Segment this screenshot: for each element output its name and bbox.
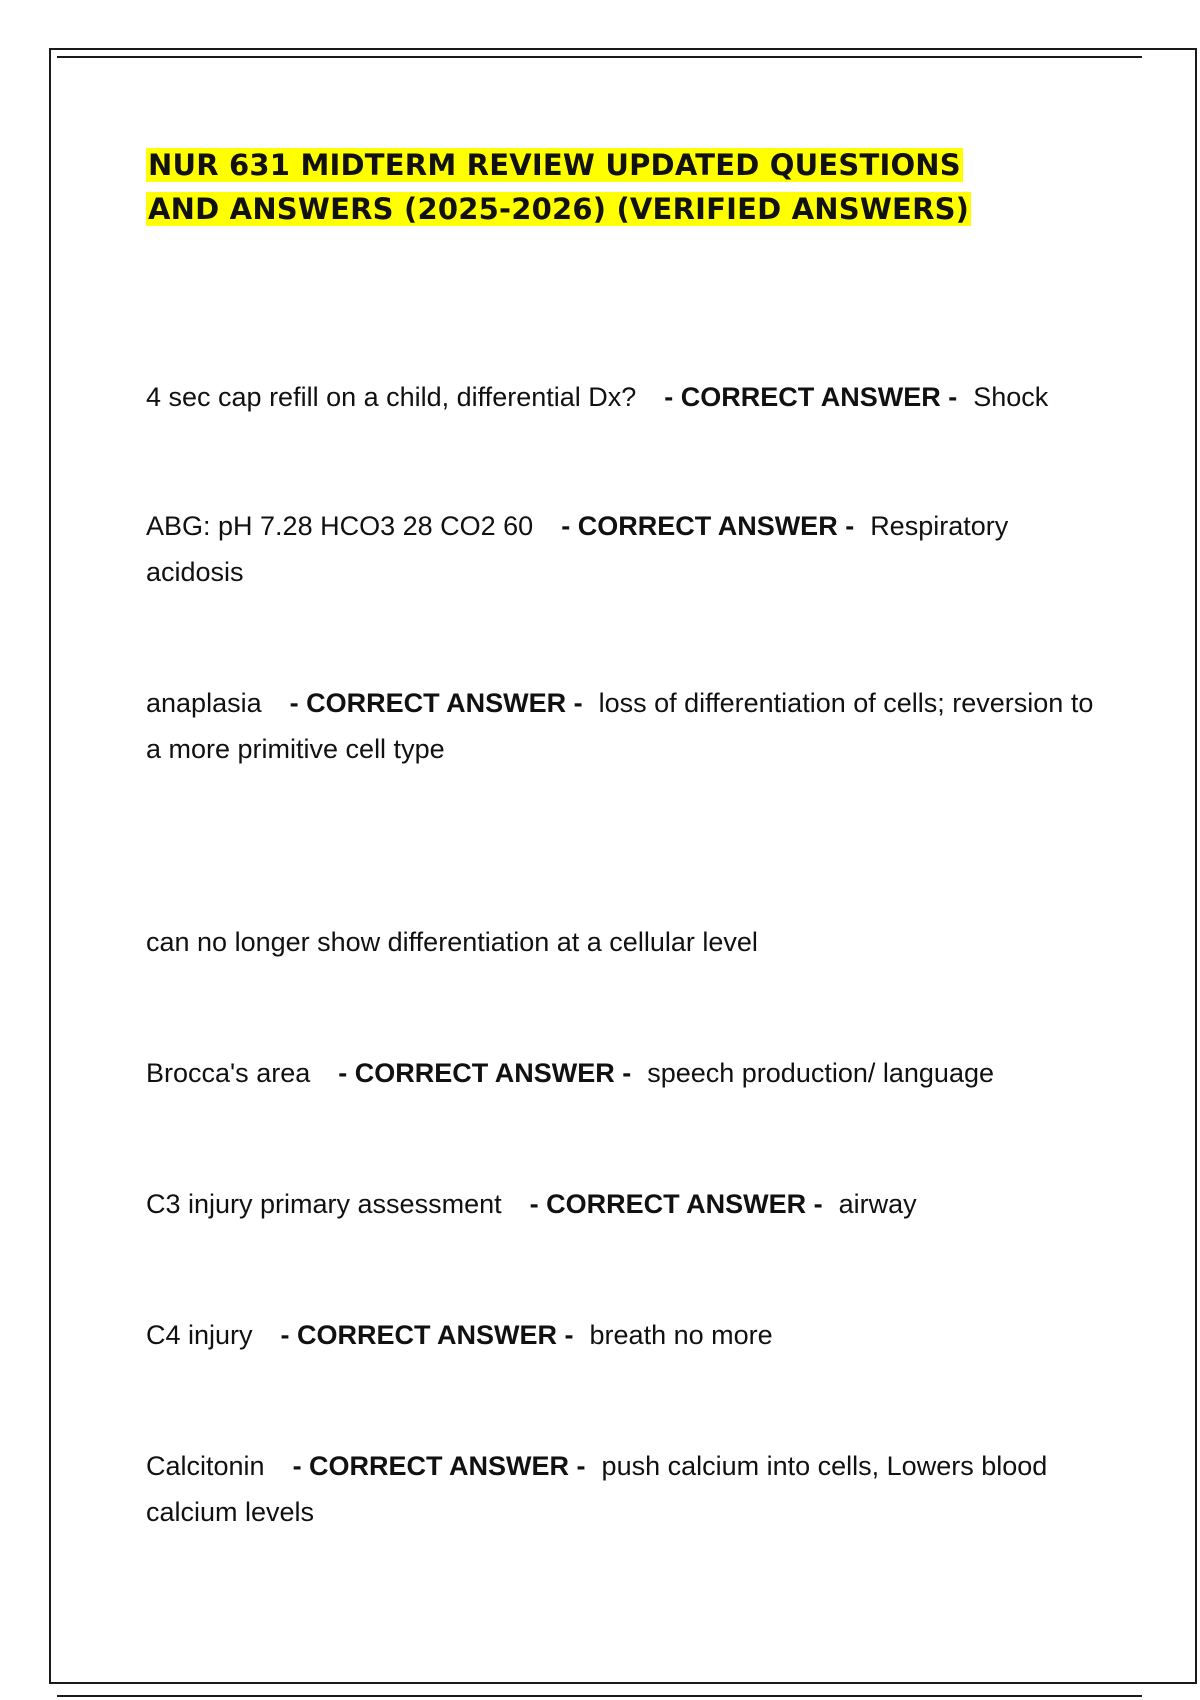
question-text: C4 injury xyxy=(146,1320,253,1350)
correct-answer-tag: - CORRECT ANSWER - xyxy=(529,1189,823,1219)
answer-text: breath no more xyxy=(589,1320,773,1350)
qa-item xyxy=(146,1181,1106,1227)
qa-item xyxy=(146,919,1106,965)
qa-item xyxy=(146,1443,1106,1535)
qa-item xyxy=(146,1312,1106,1358)
qa-item xyxy=(146,374,1106,420)
question-text: C3 injury primary assessment xyxy=(146,1189,502,1219)
answer-text: Respiratory acidosis xyxy=(146,511,1009,587)
qa-list xyxy=(146,374,1106,1535)
correct-answer-tag: - CORRECT ANSWER - xyxy=(289,688,583,718)
correct-answer-tag: - CORRECT ANSWER - xyxy=(664,382,958,412)
document-body xyxy=(146,143,1106,1535)
answer-text: airway xyxy=(838,1189,917,1219)
question-text: can no longer show differentiation at a cellular level xyxy=(146,927,758,957)
correct-answer-tag: - CORRECT ANSWER - xyxy=(338,1058,632,1088)
question-text: Brocca's area xyxy=(146,1058,311,1088)
bottom-rule xyxy=(57,1695,1142,1697)
question-text: Calcitonin xyxy=(146,1451,265,1481)
correct-answer-tag: - CORRECT ANSWER - xyxy=(561,511,855,541)
qa-item xyxy=(146,680,1106,772)
top-rule xyxy=(57,56,1142,58)
answer-text: speech production/ language xyxy=(647,1058,994,1088)
answer-text: Shock xyxy=(973,382,1049,412)
title-line-1: NUR 631 MIDTERM REVIEW UPDATED QUESTIONS xyxy=(148,148,961,182)
qa-item xyxy=(146,1050,1106,1096)
title-line-2: AND ANSWERS (2025-2026) (VERIFIED ANSWERS) xyxy=(148,192,970,226)
question-text: ABG: pH 7.28 HCO3 28 CO2 60 xyxy=(146,511,534,541)
document-title xyxy=(146,143,1106,231)
correct-answer-tag: - CORRECT ANSWER - xyxy=(292,1451,586,1481)
qa-item xyxy=(146,503,1106,595)
answer-text: loss of differentiation of cells; reversion to a more primitive cell type xyxy=(146,688,1094,764)
question-text: anaplasia xyxy=(146,688,262,718)
question-text: 4 sec cap refill on a child, differential Dx? xyxy=(146,382,637,412)
answer-text: push calcium into cells, Lowers blood calcium levels xyxy=(146,1451,1048,1527)
correct-answer-tag: - CORRECT ANSWER - xyxy=(280,1320,574,1350)
